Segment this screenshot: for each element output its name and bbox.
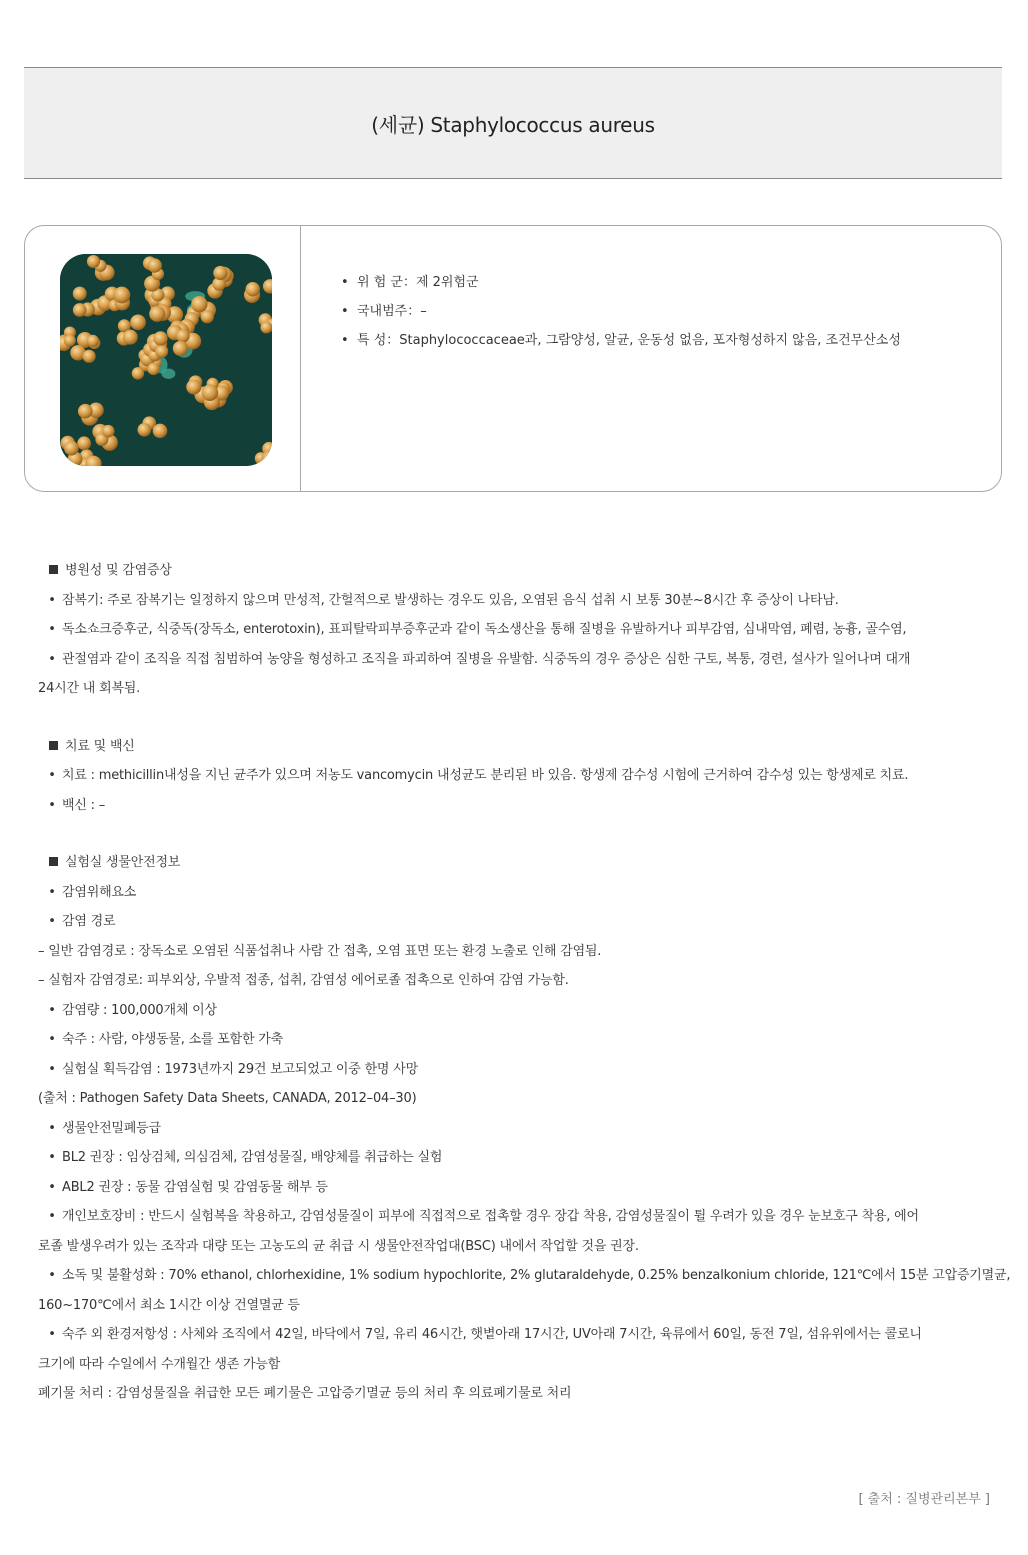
summary-box (24, 225, 1002, 492)
micrograph-image (60, 254, 272, 466)
list-item: • 숙주 외 환경저항성 : 사체와 조직에서 42일, 바닥에서 7일, 유리 46시간, 햇볕아래 17시간, UV아래 7시간, 육류에서 60일, 동전 7일, 섬유위에서는 콜로니 (48, 1327, 922, 1342)
summary-item-domestic-category: • 국내범주：– (341, 304, 427, 319)
source-credit: [ 출처 : 질병관리본부 ] (858, 1492, 990, 1507)
image-cell (25, 226, 301, 491)
square-bullet-icon (49, 857, 58, 866)
list-item: • 감염위해요소 (48, 884, 137, 900)
list-item: • 소독 및 불활성화 : 70% ethanol, chlorhexidine, 1% sodium hypochlorite, 2% glutaraldehyde, 0.25% benzalkonium chloride, 121℃에서 15분 고압증기멸균, (48, 1268, 1011, 1283)
list-item: • 생물안전밀폐등급 (48, 1120, 161, 1136)
list-item: – 일반 감염경로 : 장독소로 오염된 식품섭취나 사람 간 접촉, 오염 표면 또는 환경 노출로 인해 감염됨. (38, 943, 602, 959)
section-heading: 실험실 생물안전정보 (42, 848, 1002, 878)
list-item: • 관절염과 같이 조직을 직접 침범하여 농양을 형성하고 조직을 파괴하여 질병을 유발함. 식중독의 경우 증상은 심한 구토, 복통, 경련, 설사가 일어나며 대개 (48, 651, 911, 667)
list-item-continuation: 24시간 내 회복됨. (38, 681, 141, 696)
list-item-continuation: 크기에 따라 수일에서 수개월간 생존 가능함 (38, 1356, 281, 1372)
list-item: • 치료 : methicillin내성을 지닌 균주가 있으며 저농도 vancomycin 내성균도 분리된 바 있음. 항생제 감수성 시험에 근거하여 감수성 있는 항생제로 치료. (48, 768, 909, 783)
list-item: 폐기물 처리 : 감염성물질을 취급한 모든 폐기물은 고압증기멸균 등의 처리 후 의료폐기물로 처리 (38, 1386, 572, 1401)
list-item: • 실험실 획득감염 : 1973년까지 29건 보고되었고 이중 한명 사망 (48, 1061, 418, 1077)
summary-item-risk-group: • 위 험 군：제 2위험군 (341, 275, 479, 290)
list-item: • 독소쇼크증후군, 식중독(장독소, enterotoxin), 표피탈락피부증후군과 같이 독소생산을 통해 질병을 유발하거나 피부감염, 심내막염, 폐렴, 농흉, 골수염, (48, 622, 907, 637)
list-item-continuation: 160~170℃에서 최소 1시간 이상 건열멸균 등 (38, 1297, 300, 1313)
square-bullet-icon (49, 741, 58, 750)
list-item: – 실험자 감염경로: 피부외상, 우발적 접종, 섭취, 감염성 에어로졸 접촉으로 인하여 감염 가능함. (38, 973, 569, 988)
list-item: • ABL2 권장 : 동물 감염실험 및 감염동물 해부 등 (48, 1179, 328, 1195)
list-item: • 개인보호장비 : 반드시 실험복을 착용하고, 감염성물질이 피부에 직접적으로 접촉할 경우 장갑 착용, 감염성물질이 튈 우려가 있을 경우 눈보호구 착용, 에어 (48, 1209, 919, 1224)
list-item: • 감염량 : 100,000개체 이상 (48, 1002, 217, 1018)
square-bullet-icon (49, 565, 58, 574)
list-item: • 감염 경로 (48, 914, 116, 929)
list-item: • 백신 : – (48, 797, 106, 813)
citation: (출처 : Pathogen Safety Data Sheets, CANADA, 2012–04–30) (38, 1091, 417, 1106)
section-heading: 병원성 및 감염증상 (42, 556, 1002, 586)
main-content (38, 556, 1011, 1409)
summary-item-characteristics: • 특 성：Staphylococcaceae과, 그람양성, 알균, 운동성 없음, 포자형성하지 않음, 조건무산소성 (341, 333, 901, 348)
list-item: • 숙주 : 사람, 야생동물, 소를 포함한 가축 (48, 1032, 284, 1047)
title-bar (24, 67, 1002, 179)
section-heading: 치료 및 백신 (42, 732, 1002, 762)
page-title: (세균) Staphylococcus aureus (371, 112, 655, 137)
list-item: • BL2 권장 : 임상검체, 의심검체, 감염성물질, 배양체를 취급하는 실험 (48, 1150, 443, 1165)
list-item-continuation: 로졸 발생우려가 있는 조작과 대량 또는 고농도의 균 취급 시 생물안전작업대(BSC) 내에서 작업할 것을 권장. (38, 1238, 639, 1254)
list-item: • 잠복기: 주로 잠복기는 일정하지 않으며 만성적, 간헐적으로 발생하는 경우도 있음, 오염된 음식 섭취 시 보통 30분~8시간 후 증상이 나타남. (48, 592, 839, 608)
summary-list (341, 273, 901, 360)
